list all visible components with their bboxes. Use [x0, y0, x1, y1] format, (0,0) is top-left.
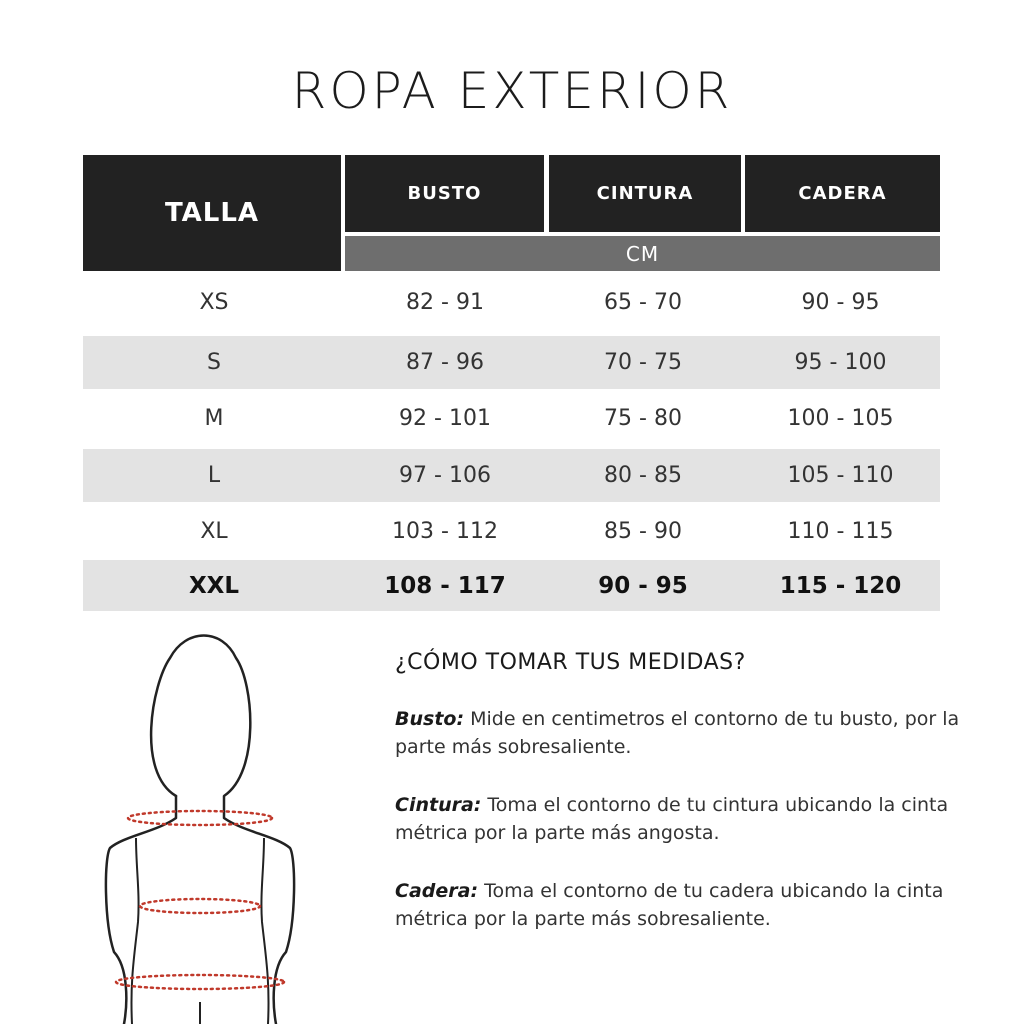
table-row	[83, 392, 940, 445]
body-outline-icon	[96, 622, 310, 1024]
waist-cell: 65 - 70	[604, 290, 682, 315]
tip-label: Cintura:	[395, 794, 482, 816]
size-cell: XXL	[188, 572, 240, 599]
header-hip: CADERA	[745, 155, 940, 232]
table-row	[83, 560, 940, 611]
tip-label: Cadera:	[395, 880, 479, 902]
size-cell: M	[204, 406, 224, 431]
tip-text: Mide en centimetros el contorno de tu busto, por la parte más sobresaliente.	[395, 708, 960, 758]
size-cell: S	[207, 350, 221, 375]
bust-cell: 87 - 96	[406, 350, 484, 375]
tip-text: Toma el contorno de tu cadera ubicando la cinta métrica por la parte más sobresaliente.	[395, 880, 944, 930]
waist-cell: 85 - 90	[604, 519, 682, 544]
hip-cell: 105 - 110	[787, 463, 894, 488]
guide-title: ¿CÓMO TOMAR TUS MEDIDAS?	[395, 650, 746, 675]
tip-label: Busto:	[395, 708, 465, 730]
bust-cell: 97 - 106	[399, 463, 491, 488]
bust-cell: 108 - 117	[384, 572, 506, 599]
size-cell: XS	[199, 290, 229, 315]
waist-cell: 70 - 75	[604, 350, 682, 375]
hip-measure-line	[116, 975, 284, 989]
waist-cell: 80 - 85	[604, 463, 682, 488]
waist-cell: 90 - 95	[598, 572, 688, 599]
waist-cell: 75 - 80	[604, 406, 682, 431]
hip-cell: 95 - 100	[794, 350, 887, 375]
bust-cell: 92 - 101	[399, 406, 491, 431]
hip-cell: 100 - 105	[787, 406, 894, 431]
header-size: TALLA	[83, 155, 341, 271]
hip-tip	[395, 877, 975, 933]
header-bust: BUSTO	[345, 155, 544, 232]
table-row	[83, 505, 940, 558]
bust-measure-line	[128, 811, 272, 825]
measure-guide	[395, 650, 975, 963]
bust-cell: 103 - 112	[392, 519, 498, 544]
hip-cell: 115 - 120	[779, 572, 902, 599]
table-row	[83, 449, 940, 502]
hip-cell: 110 - 115	[787, 519, 894, 544]
waist-tip	[395, 791, 975, 847]
unit-label: CM	[345, 236, 940, 271]
table-row	[83, 336, 940, 389]
hip-cell: 90 - 95	[801, 290, 880, 315]
bust-cell: 82 - 91	[406, 290, 484, 315]
waist-measure-line	[140, 899, 260, 913]
page-title: ROPA EXTERIOR	[291, 62, 733, 120]
size-cell: L	[207, 463, 221, 488]
table-row	[83, 275, 940, 330]
header-waist: CINTURA	[549, 155, 741, 232]
size-cell: XL	[200, 519, 228, 544]
bust-tip	[395, 705, 975, 761]
tip-text: Toma el contorno de tu cintura ubicando la cinta métrica por la parte más angosta.	[395, 794, 949, 844]
